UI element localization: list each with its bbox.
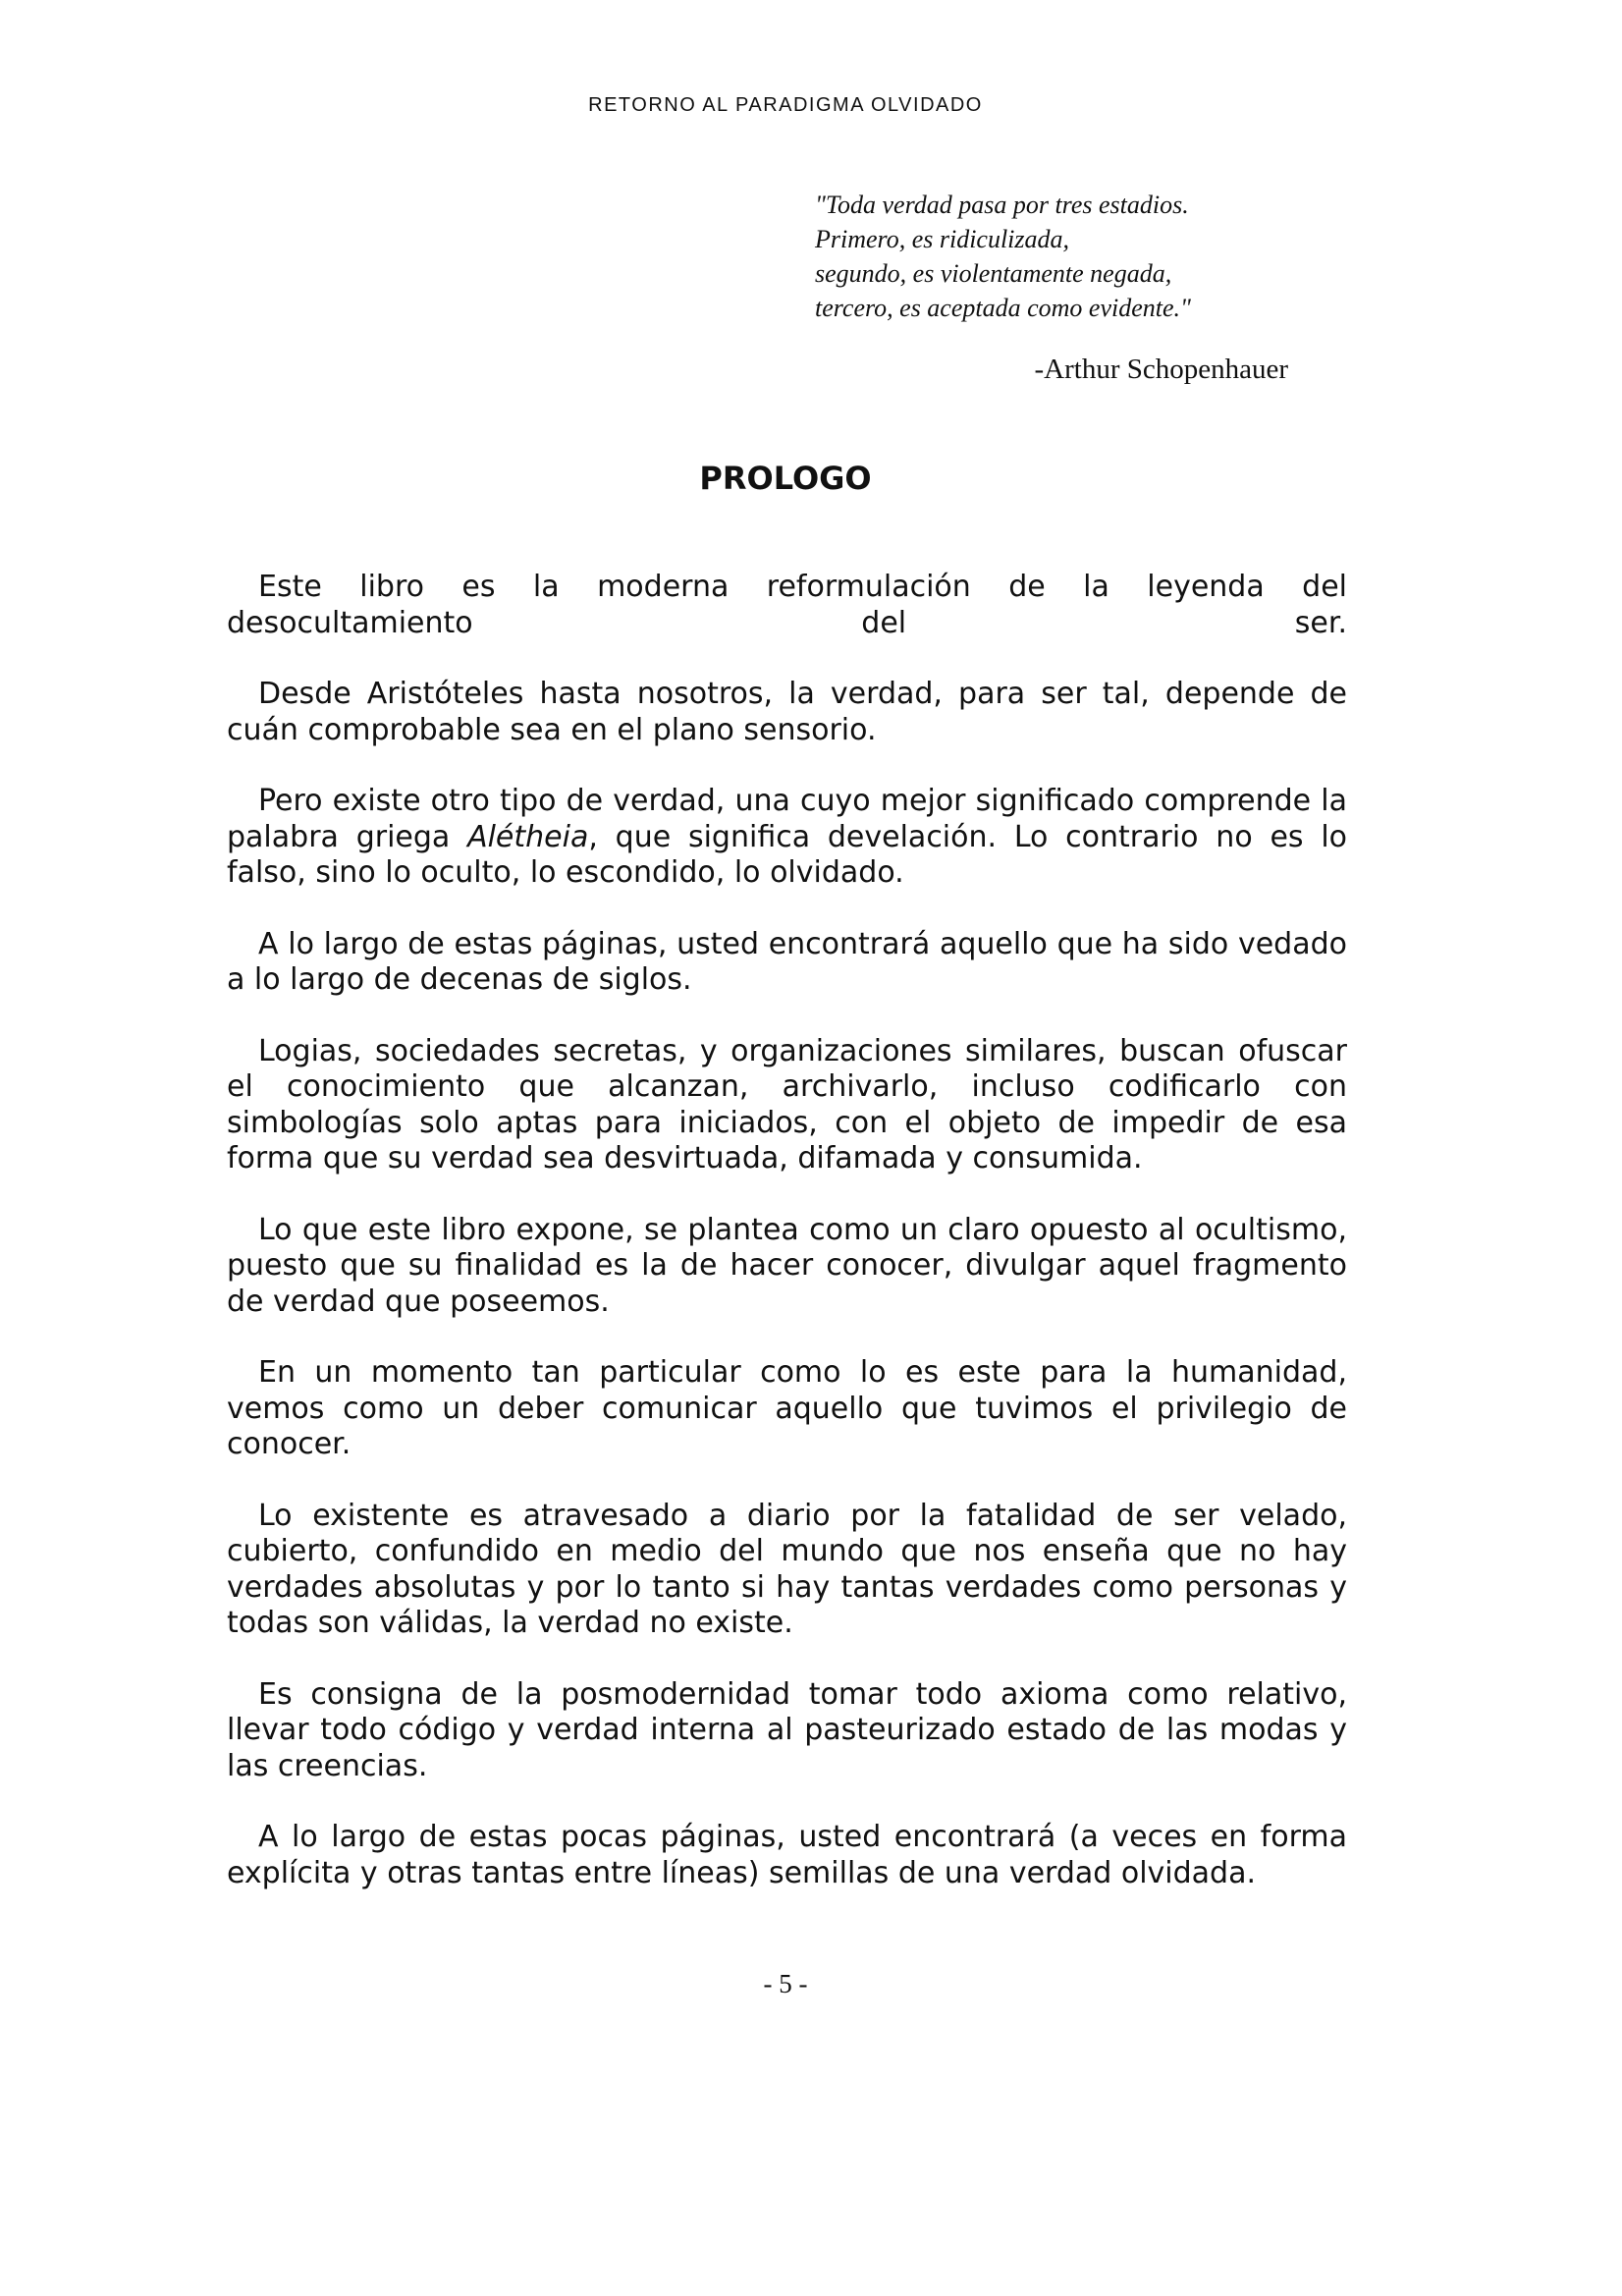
aletheia-emphasis: Alétheia: [467, 819, 589, 854]
chapter-title: PROLOGO: [699, 460, 872, 497]
paragraph-4: [227, 927, 1347, 999]
paragraph-1-text: Este libro es la moderna reformulación de la leyenda del desocultamiento del ser.: [227, 570, 1347, 640]
epigraph-quote: [815, 188, 1502, 325]
epigraph-line: tercero, es aceptada como evidente.": [815, 294, 1191, 322]
epigraph-line: "Toda verdad pasa por tres estadios.: [815, 191, 1189, 219]
paragraph-7-text: En un momento tan particular como lo es este para la humanidad, vemos como un deber comunicar aquello que tuvimos el privilegio de conocer.: [227, 1355, 1347, 1461]
epigraph-line: segundo, es violentamente negada,: [815, 259, 1172, 288]
paragraph-3: [227, 784, 1347, 892]
paragraph-8: [227, 1499, 1347, 1642]
page-number: - 5 -: [763, 1969, 808, 1998]
paragraph-2-text: Desde Aristóteles hasta nosotros, la verdad, para ser tal, depende de cuán comprobable sea en el plano sensorio.: [227, 677, 1347, 747]
paragraph-4-text: A lo largo de estas páginas, usted encontrará aquello que ha sido vedado a lo largo de decenas de siglos.: [227, 926, 1347, 997]
paragraph-1: [227, 570, 1347, 641]
running-header: RETORNO AL PARADIGMA OLVIDADO: [588, 94, 983, 116]
paragraph-9: [227, 1677, 1347, 1785]
paragraph-5: [227, 1034, 1347, 1177]
paragraph-3-text-after: , que significa develación. Lo contrario no es lo falso, sino lo oculto, lo escondido, lo olvidado.: [227, 819, 1348, 890]
paragraph-9-text: Es consigna de la posmodernidad tomar todo axioma como relativo, llevar todo código y verdad interna al pasteurizado estado de las modas y las creencias.: [227, 1676, 1347, 1783]
paragraph-6: [227, 1213, 1347, 1321]
paragraph-10: [227, 1820, 1347, 1891]
paragraph-5-text: Logias, sociedades secretas, y organizaciones similares, buscan ofuscar el conocimiento que alcanzan, archivarlo, incluso codificarlo con simbologías solo aptas para iniciados, con el objeto de impedir de esa forma que su verdad sea desvirtuada, difamada y consumida.: [227, 1033, 1347, 1175]
paragraph-6-text: Lo que este libro expone, se plantea como un claro opuesto al ocultismo, puesto que su finalidad es la de hacer conocer, divulgar aquel fragmento de verdad que poseemos.: [227, 1212, 1347, 1319]
epigraph-author: -Arthur Schopenhauer: [1034, 354, 1288, 385]
paragraph-2: [227, 677, 1347, 748]
paragraph-10-text: A lo largo de estas pocas páginas, usted encontrará (a veces en forma explícita y otras tantas entre líneas) semillas de una verdad olvidada.: [227, 1820, 1347, 1890]
paragraph-3-text-before: Pero existe otro tipo de verdad, una cuyo mejor significado comprende la palabra griega: [227, 784, 1347, 854]
body-text: [227, 570, 1347, 1927]
epigraph-line: Primero, es ridiculizada,: [815, 225, 1070, 253]
paragraph-7: [227, 1355, 1347, 1463]
paragraph-8-text: Lo existente es atravesado a diario por la fatalidad de ser velado, cubierto, confundido en medio del mundo que nos enseña que no hay verdades absolutas y por lo tanto si hay tantas verdades como personas y todas son válidas, la verdad no existe.: [227, 1498, 1347, 1640]
